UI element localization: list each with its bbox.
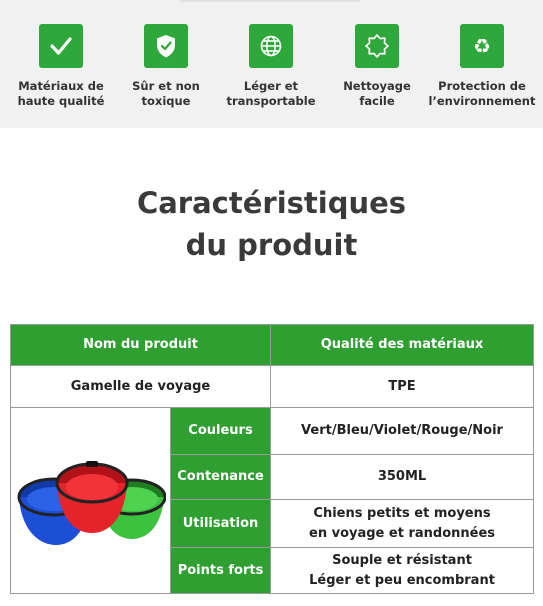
table-header-row (11, 325, 534, 366)
gear-badge-icon (355, 24, 399, 68)
label-capacity: Contenance (171, 455, 271, 500)
feature-light (217, 24, 325, 109)
feature-clean (323, 24, 431, 109)
page-title (0, 182, 543, 266)
title-line-1: Caractéristiques (136, 186, 407, 220)
material-value: TPE (271, 366, 534, 408)
feature-label: Matériaux de haute qualité (17, 79, 105, 108)
table-row (11, 408, 534, 455)
svg-text:♻: ♻ (473, 34, 491, 58)
feature-label: Sûr et non toxique (132, 79, 200, 108)
value-capacity: 350ML (271, 455, 534, 500)
recycle-icon (460, 24, 504, 68)
feature-eco (428, 24, 536, 109)
product-image (11, 408, 171, 594)
features-strip (0, 0, 543, 128)
feature-label: Protection de l’environnement (428, 79, 536, 108)
label-usage: Utilisation (171, 500, 271, 548)
collapsible-bowls-illustration (16, 437, 166, 557)
feature-quality (7, 24, 115, 109)
globe-icon (249, 24, 293, 68)
header-material-quality: Qualité des matériaux (271, 325, 534, 366)
value-strengths: Souple et résistant Léger et peu encombrant (271, 548, 534, 594)
specs-table (10, 324, 534, 594)
title-line-2: du produit (185, 228, 358, 262)
feature-safe (112, 24, 220, 109)
checkmark-icon (39, 24, 83, 68)
header-product-name: Nom du produit (11, 325, 271, 366)
label-strengths: Points forts (171, 548, 271, 594)
value-colors: Vert/Bleu/Violet/Rouge/Noir (271, 408, 534, 455)
label-colors: Couleurs (171, 408, 271, 455)
divider (180, 0, 360, 2)
value-usage: Chiens petits et moyens en voyage et randonnées (271, 500, 534, 548)
table-row (11, 366, 534, 408)
feature-label: Léger et transportable (226, 79, 316, 108)
feature-label: Nettoyage facile (343, 79, 411, 108)
product-name-value: Gamelle de voyage (11, 366, 271, 408)
shield-icon (144, 24, 188, 68)
